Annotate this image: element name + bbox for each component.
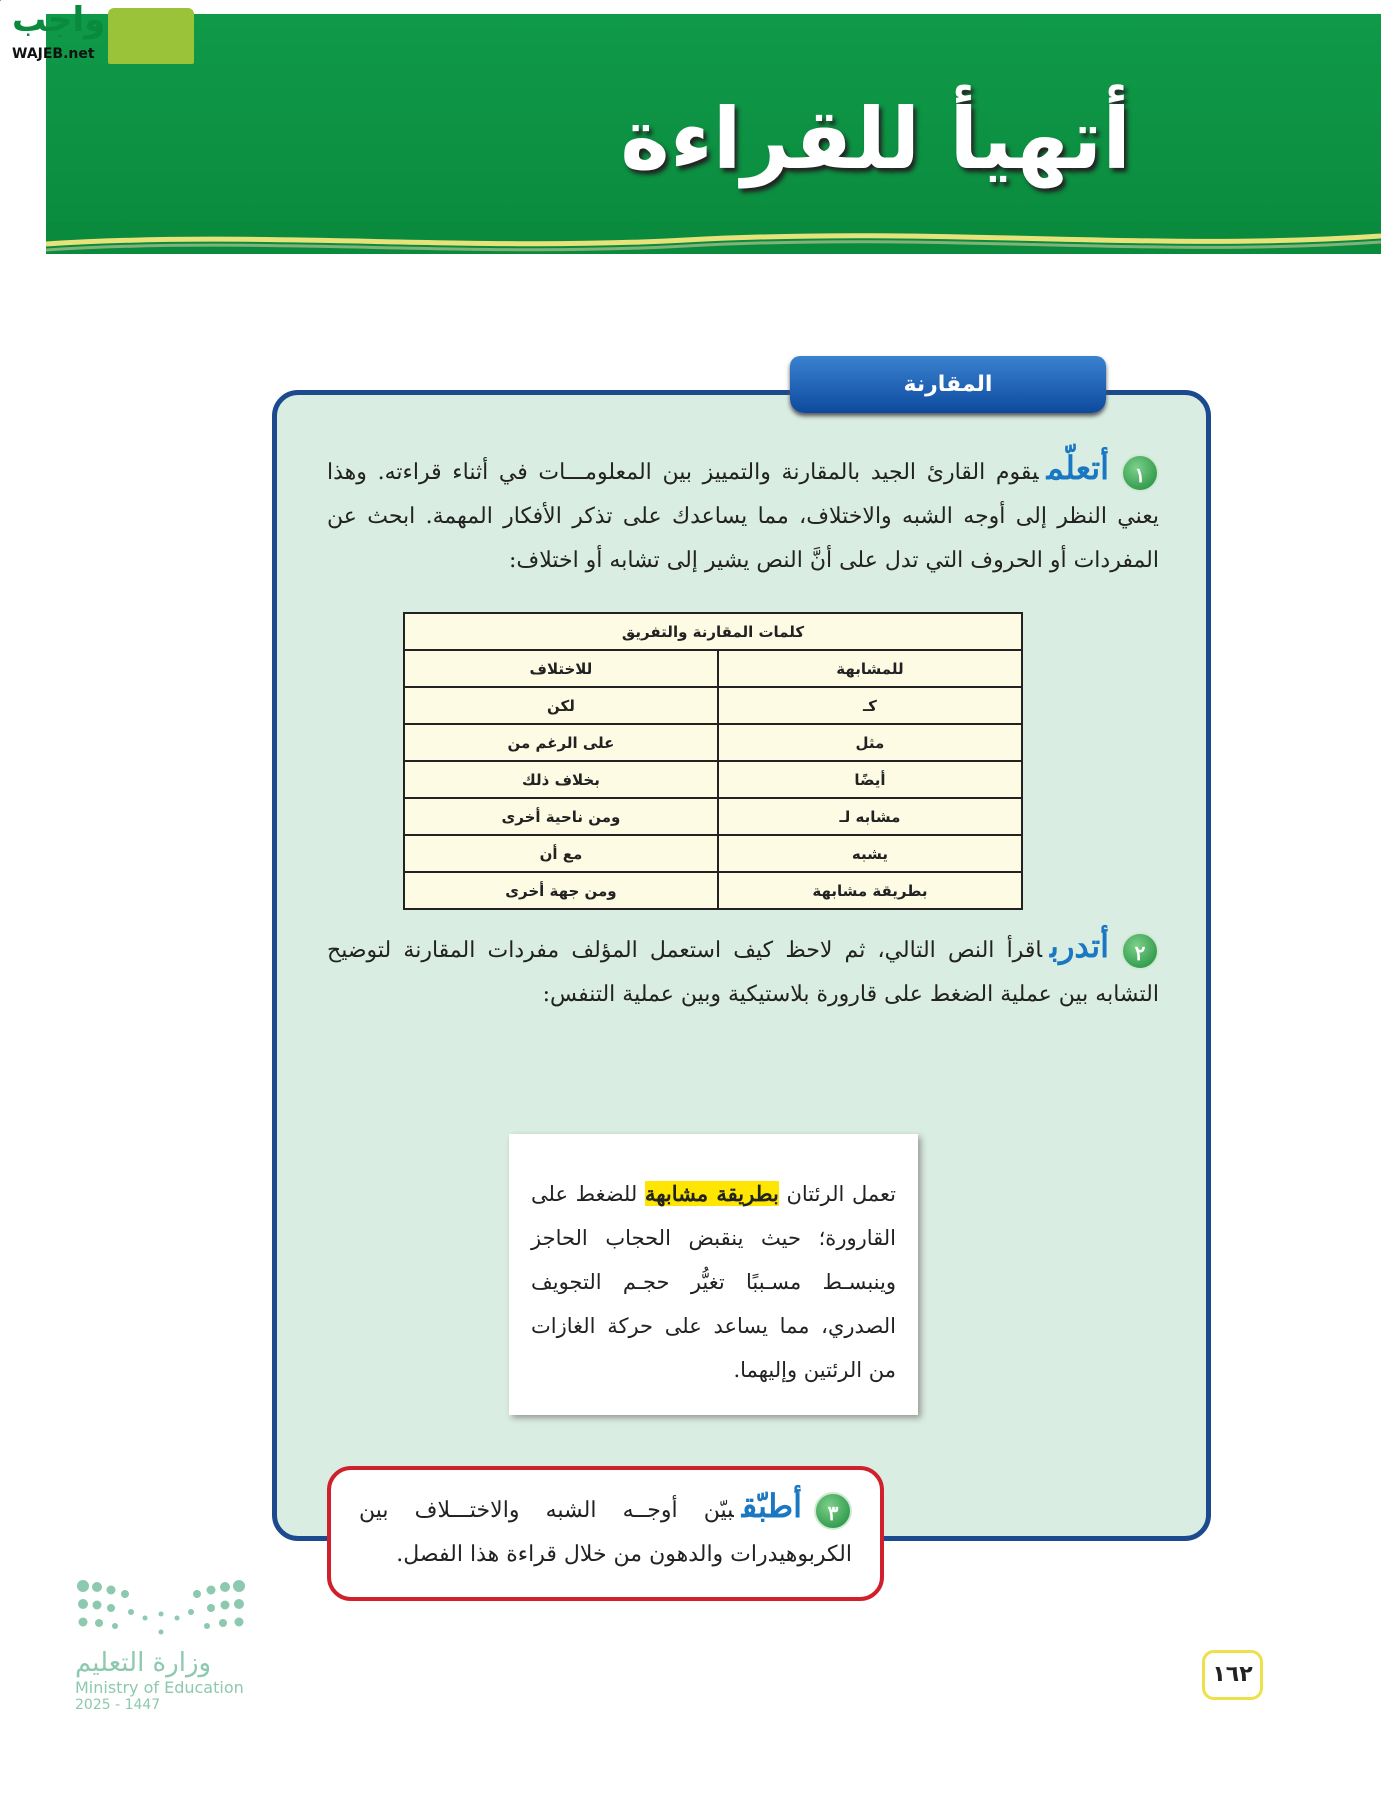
table-cell: مشابه لـ	[718, 798, 1022, 835]
learn-text: يقوم القارئ الجيد بالمقارنة والتمييز بين المعلومـــات في أثناء قراءته. وهذا يعني النظر إلى أوجه الشبه والاختلاف، مما يساعدك على تذكر الأفكار المهمة. ابحث عن المفردات أو الحروف التي تدل على أنَّ النص يشير إلى تشابه أو اختلاف:	[327, 460, 1160, 573]
table-cell: مثل	[718, 724, 1022, 761]
table-header: للاختلاف	[404, 650, 718, 687]
table-row	[404, 872, 1022, 909]
table-cell: ومن جهة أخرى	[404, 872, 718, 909]
quote-text: للضغط على القارورة؛ حيث ينقبض الحجاب الحاجز وينبسـط مسـببًا تغيُّر حجـم التجويف الصدري، مما يساعد على حركة الغازات من الرئتين وإليهما.	[531, 1182, 896, 1382]
logo-english: WAJEB.net	[12, 46, 95, 62]
page-number: ١٦٢	[1202, 1650, 1263, 1700]
quote-box	[509, 1134, 918, 1415]
step-number: ٣	[814, 1492, 852, 1530]
apply-section	[327, 1466, 884, 1601]
ministry-year: 2025 - 1447	[75, 1697, 161, 1713]
table-cell: لكن	[404, 687, 718, 724]
table-row	[404, 687, 1022, 724]
section-tab: المقارنة	[790, 356, 1106, 413]
table-cell: بخلاف ذلك	[404, 761, 718, 798]
practice-section	[327, 924, 1159, 1017]
quote-text: تعمل الرئتان	[778, 1182, 896, 1206]
table-cell: مع أن	[404, 835, 718, 872]
page-title: أتهيأ للقراءة	[620, 90, 1131, 188]
book-icon	[108, 8, 194, 64]
table-row	[404, 761, 1022, 798]
table-cell: يشبه	[718, 835, 1022, 872]
table-header: للمشابهة	[718, 650, 1022, 687]
table-title: كلمات المقارنة والتفريق	[404, 613, 1022, 650]
learn-keyword: أتعلّم	[1046, 449, 1109, 487]
highlighted-phrase: بطريقة مشابهة	[644, 1181, 779, 1206]
practice-text: اقرأ النص التالي، ثم لاحظ كيف استعمل المؤلف مفردات المقارنة لتوضيح التشابه بين عملية الضغط على قارورة بلاستيكية وبين عملية التنفس:	[327, 938, 1159, 1007]
comparison-table	[403, 612, 1023, 910]
ministry-logo	[75, 1578, 255, 1713]
table-row	[404, 724, 1022, 761]
table-cell: ومن ناحية أخرى	[404, 798, 718, 835]
apply-text: بيّن أوجــه الشبه والاختـــلاف بين الكربوهيدرات والدهون من خلال قراءة هذا الفصل.	[359, 1498, 852, 1567]
practice-keyword: أتدرب	[1050, 927, 1109, 965]
step-number: ١	[1121, 454, 1159, 492]
table-cell: على الرغم من	[404, 724, 718, 761]
crop-mark	[0, 0, 1, 1]
header-wave	[46, 222, 1381, 262]
ministry-arabic: وزارة التعليم	[75, 1648, 212, 1678]
table-row	[404, 798, 1022, 835]
wajeb-logo	[8, 0, 193, 66]
apply-keyword: أطبّق	[741, 1487, 802, 1525]
table-row	[404, 835, 1022, 872]
ministry-english: Ministry of Education	[75, 1678, 244, 1697]
logo-arabic: واجب	[12, 0, 106, 40]
table-cell: أيضًا	[718, 761, 1022, 798]
step-number: ٢	[1121, 932, 1159, 970]
table-cell: كـ	[718, 687, 1022, 724]
learn-section	[327, 446, 1159, 583]
ministry-dots-icon	[75, 1578, 247, 1638]
table-cell: بطريقة مشابهة	[718, 872, 1022, 909]
